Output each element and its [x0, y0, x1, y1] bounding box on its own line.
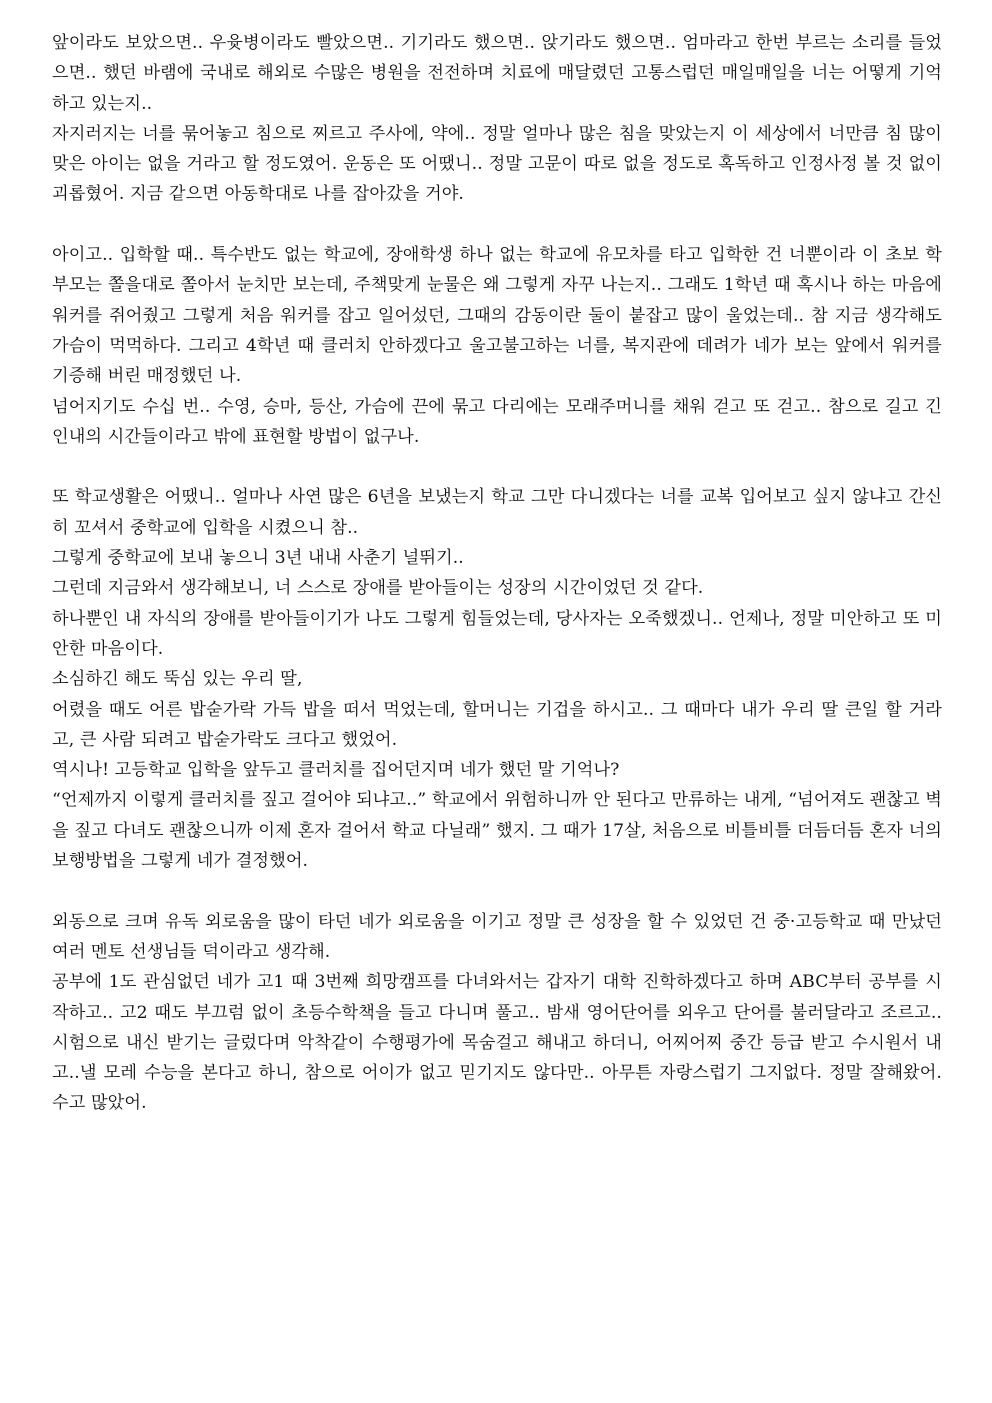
paragraph-3: 아이고.. 입학할 때.. 특수반도 없는 학교에, 장애학생 하나 없는 학교에 유모차를 타고 입학한 건 너뿐이라 이 초보 학부모는 쫄을대로 쫄아서 눈치만 보는데, 주책맞게 눈물은 왜 그렇게 자꾸 나는지.. 그래도 1학년 때 혹시나 하는 마음에 워커를 쥐어줬고 그렇게 처음 워커를 잡고 일어섰던, 그때의 감동이란 둘이 붙잡고 많이 울었는데.. 참 지금 생각해도 가슴이 먹먹하다. 그리고 4학년 때 클러치 안하겠다고 울고불고하는 너를, 복지관에 데려가 네가 보는 앞에서 워커를 기증해 버린 매정했던 나. — [52, 245, 942, 387]
blank-line — [52, 452, 942, 482]
paragraph-7: 그런데 지금와서 생각해보니, 너 스스로 장애를 받아들이는 성장의 시간이었던 것 같다. — [52, 578, 704, 599]
paragraph-6: 그렇게 중학교에 보내 놓으니 3년 내내 사춘기 널뛰기.. — [52, 548, 464, 569]
paragraph-2: 자지러지는 너를 묶어놓고 침으로 찌르고 주사에, 약에.. 정말 얼마나 많은 침을 맞았는지 이 세상에서 너만큼 침 많이 맞은 아이는 없을 거라고 할 정도였어. 운동은 또 어땠니.. 정말 고문이 따로 없을 정도로 혹독하고 인정사정 볼 것 없이 괴롭혔어. 지금 같으면 아동학대로 나를 잡아갔을 거야. — [52, 123, 942, 205]
document-body — [52, 28, 942, 1119]
paragraph-12: “언제까지 이렇게 클러치를 짚고 걸어야 되냐고..” 학교에서 위험하니까 안 된다고 만류하는 내게, “넘어져도 괜찮고 벽을 짚고 다녀도 괜찮으니까 이제 혼자 걸어서 학교 다닐래” 했지. 그 때가 17살, 처음으로 비틀비틀 더듬더듬 혼자 너의 보행방법을 그렇게 네가 결정했어. — [52, 790, 942, 872]
paragraph-1: 앞이라도 보았으면.. 우윳병이라도 빨았으면.. 기기라도 했으면.. 앉기라도 했으면.. 엄마라고 한번 부르는 소리를 들었으면.. 했던 바램에 국내로 해외로 수많은 병원을 전전하며 치료에 매달렸던 고통스럽던 매일매일을 너는 어떻게 기억하고 있는지.. — [52, 33, 942, 114]
paragraph-4: 넘어지기도 수십 번.. 수영, 승마, 등산, 가슴에 끈에 묶고 다리에는 모래주머니를 채워 걷고 또 걷고.. 참으로 길고 긴 인내의 시간들이라고 밖에 표현할 방법이 없구나. — [52, 396, 942, 447]
paragraph-14: 공부에 1도 관심없던 네가 고1 때 3번째 희망캠프를 다녀와서는 갑자기 대학 진학하겠다고 하며 ABC부터 공부를 시작하고.. 고2 때도 부끄럼 없이 초등수학책을 들고 다니며 풀고.. 밤새 영어단어를 외우고 단어를 불러달라고 조르고.. 시험으로 내신 받기는 글렀다며 악착같이 수행평가에 목숨걸고 해내고 하더니, 어찌어찌 중간 등급 받고 수시원서 내고..낼 모레 수능을 본다고 하니, 참으로 어이가 없고 믿기지도 않다만.. 아무튼 자랑스럽기 그지없다. 정말 잘해왔어. 수고 많았어. — [52, 972, 942, 1114]
paragraph-11: 역시나! 고등학교 입학을 앞두고 클러치를 집어던지며 네가 했던 말 기억나? — [52, 760, 620, 781]
paragraph-5: 또 학교생활은 어땠니.. 얼마나 사연 많은 6년을 보냈는지 학교 그만 다니겠다는 너를 교복 입어보고 싶지 않냐고 간신히 꼬셔서 중학교에 입학을 시켰으니 참.. — [52, 487, 942, 538]
paragraph-8: 하나뿐인 내 자식의 장애를 받아들이기가 나도 그렇게 힘들었는데, 당사자는 오죽했겠니.. 언제나, 정말 미안하고 또 미안한 마음이다. — [52, 608, 942, 659]
paragraph-10: 어렸을 때도 어른 밥숟가락 가득 밥을 떠서 먹었는데, 할머니는 기겁을 하시고.. 그 때마다 내가 우리 딸 큰일 할 거라고, 큰 사람 되려고 밥숟가락도 크다고 했었어. — [52, 699, 942, 750]
blank-line — [52, 876, 942, 906]
paragraph-9: 소심하긴 해도 뚝심 있는 우리 딸, — [52, 669, 303, 690]
blank-line — [52, 210, 942, 240]
paragraph-13: 외동으로 크며 유독 외로움을 많이 타던 네가 외로움을 이기고 정말 큰 성장을 할 수 있었던 건 중·고등학교 때 만났던 여러 멘토 선생님들 덕이라고 생각해. — [52, 911, 942, 962]
